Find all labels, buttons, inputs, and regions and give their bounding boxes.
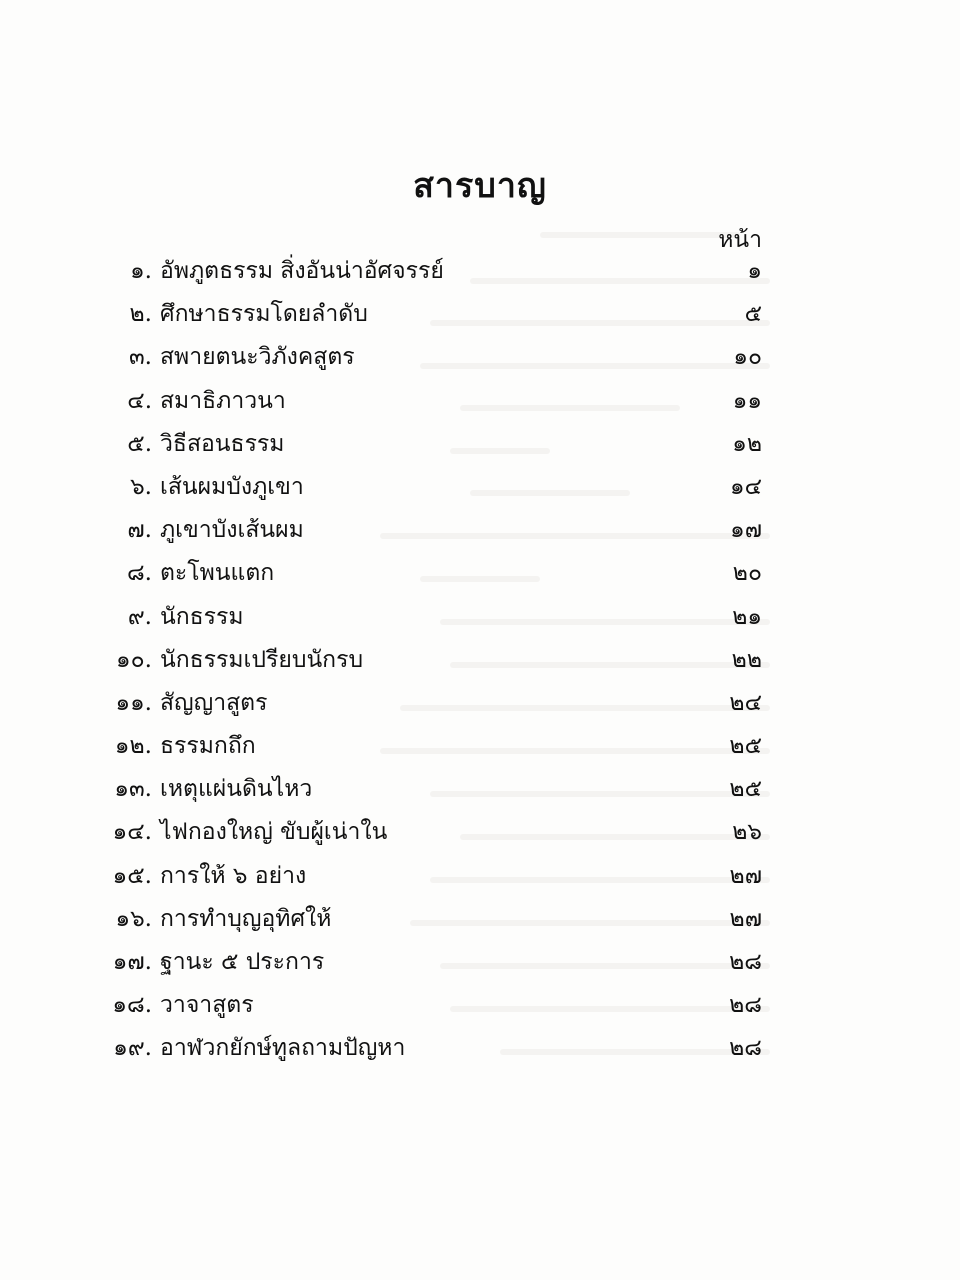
entry-page-number: ๒๘: [729, 949, 762, 975]
entry-number: ๑๙.: [113, 1035, 152, 1062]
entry-page-number: ๒๖: [732, 819, 762, 846]
toc-entry: [0, 509, 960, 552]
entry-page-number: ๑: [747, 258, 762, 284]
entry-title: ศึกษาธรรมโดยลำดับ: [160, 301, 368, 328]
entry-title: เส้นผมบังภูเขา: [160, 473, 304, 500]
entry-page-number: ๒๐: [732, 560, 762, 587]
entry-number: ๘.: [126, 560, 152, 587]
toc-entry: [0, 596, 960, 639]
toc-entry: [0, 1027, 960, 1070]
entry-page-number: ๒๘: [729, 1035, 762, 1062]
table-of-contents: [0, 250, 960, 1071]
toc-entry: [0, 250, 960, 293]
entry-number: ๑๗.: [112, 949, 152, 975]
toc-entry: [0, 898, 960, 941]
entry-page-number: ๒๒: [731, 646, 762, 673]
toc-entry: [0, 466, 960, 509]
page-column-label: หน้า: [718, 227, 762, 253]
entry-page-number: ๒๗: [729, 905, 762, 932]
entry-page-number: ๑๑: [732, 387, 762, 414]
toc-entry: [0, 380, 960, 423]
entry-title: นักธรรมเปรียบนักรบ: [160, 646, 364, 673]
entry-page-number: ๒๘: [729, 992, 762, 1019]
entry-title: วิธีสอนธรรม: [160, 430, 285, 457]
entry-number: ๑.: [130, 258, 152, 284]
entry-title: ไฟกองใหญ่ ขับผู้เน่าใน: [160, 819, 388, 846]
entry-number: ๖.: [130, 473, 152, 500]
entry-title: วาจาสูตร: [160, 992, 254, 1019]
entry-number: ๑๐.: [116, 646, 152, 673]
entry-number: ๗.: [127, 517, 152, 544]
entry-number: ๑๕.: [112, 862, 152, 889]
entry-page-number: ๑๗: [730, 517, 762, 544]
entry-title: ฐานะ ๕ ประการ: [160, 949, 325, 975]
entry-title: การให้ ๖ อย่าง: [160, 862, 307, 889]
entry-title: ธรรมกถึก: [160, 733, 256, 760]
toc-entry: [0, 855, 960, 898]
toc-entry: [0, 552, 960, 595]
entry-page-number: ๑๒: [732, 430, 762, 457]
toc-entry: [0, 725, 960, 768]
entry-page-number: ๒๗: [729, 862, 762, 889]
toc-entry: [0, 423, 960, 466]
entry-page-number: ๑๐: [733, 344, 762, 371]
entry-title: อาฬวกยักษ์ทูลถามปัญหา: [160, 1035, 406, 1062]
entry-title: ภูเขาบังเส้นผม: [160, 517, 304, 544]
entry-page-number: ๒๔: [729, 689, 762, 716]
entry-number: ๑๘.: [112, 992, 152, 1019]
entry-title: ตะโพนแตก: [160, 560, 275, 587]
entry-number: ๑๖.: [115, 905, 152, 932]
entry-page-number: ๒๑: [732, 603, 762, 630]
toc-entry: [0, 682, 960, 725]
entry-number: ๑๔.: [112, 819, 152, 846]
toc-entry: [0, 811, 960, 854]
entry-number: ๕.: [127, 430, 152, 457]
entry-page-number: ๒๕: [729, 776, 762, 803]
toc-entry: [0, 941, 960, 984]
toc-entry: [0, 768, 960, 811]
entry-number: ๑๑.: [115, 689, 152, 716]
entry-title: เหตุแผ่นดินไหว: [160, 776, 313, 803]
entry-number: ๒.: [129, 301, 152, 328]
toc-entry: [0, 293, 960, 336]
entry-number: ๙.: [127, 603, 152, 630]
toc-entry: [0, 984, 960, 1027]
toc-heading: สารบาญ: [413, 166, 547, 206]
entry-title: สัญญาสูตร: [160, 689, 268, 716]
toc-entry: [0, 336, 960, 379]
entry-title: อัพภูตธรรม สิ่งอันน่าอัศจรรย์: [160, 258, 444, 284]
entry-number: ๑๒.: [114, 733, 152, 760]
toc-entry: [0, 639, 960, 682]
entry-page-number: ๒๕: [729, 733, 762, 760]
entry-title: สมาธิภาวนา: [160, 387, 286, 414]
entry-page-number: ๕: [744, 301, 762, 328]
entry-number: ๓.: [128, 344, 152, 371]
entry-page-number: ๑๔: [729, 473, 762, 500]
entry-title: นักธรรม: [160, 603, 244, 630]
entry-title: สพายตนะวิภังคสูตร: [160, 344, 355, 371]
entry-title: การทำบุญอุทิศให้: [160, 905, 332, 932]
entry-number: ๔.: [127, 387, 152, 414]
entry-number: ๑๓.: [114, 776, 152, 803]
